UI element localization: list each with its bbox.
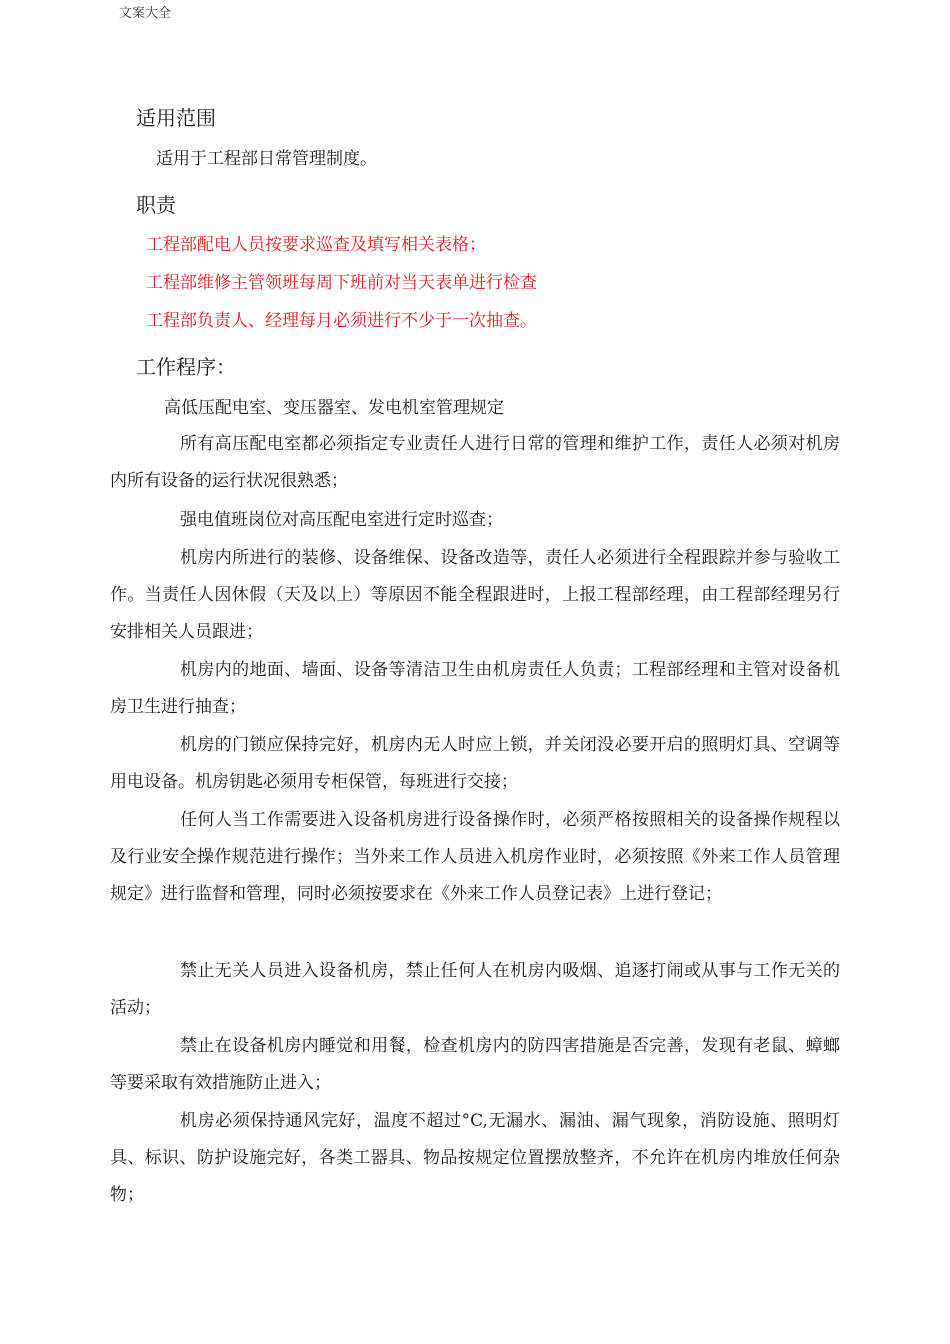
scope-heading: 适用范围 — [136, 106, 216, 130]
duty-item: 工程部维修主管领班每周下班前对当天表单进行检查 — [146, 273, 537, 293]
duty-item: 工程部负责人、经理每月必须进行不少于一次抽查。 — [146, 311, 537, 331]
procedure-heading: 工作程序： — [136, 355, 236, 379]
procedure-paragraph: 禁止在设备机房内睡觉和用餐，检查机房内的防四害措施是否完善，发现有老鼠、蟑螂等要采取有效措施防止进入； — [110, 1036, 840, 1093]
procedure-paragraph: 机房内的地面、墙面、设备等清洁卫生由机房责任人负责；工程部经理和主管对设备机房卫生进行抽查； — [110, 660, 840, 717]
procedure-paragraph: 机房必须保持通风完好，温度不超过°C,无漏水、漏油、漏气现象，消防设施、照明灯具、标识、防护设施完好，各类工器具、物品按规定位置摆放整齐，不允许在机房内堆放任何杂物； — [110, 1111, 840, 1205]
procedure-paragraph-highlighted: 强电值班岗位对高压配电室进行定时巡查； — [180, 510, 503, 530]
procedure-paragraph: 机房的门锁应保持完好，机房内无人时应上锁，并关闭没必要开启的照明灯具、空调等用电设备。机房钥匙必须用专柜保管，每班进行交接； — [110, 735, 840, 792]
scope-text: 适用于工程部日常管理制度。 — [156, 149, 377, 169]
duties-heading: 职责 — [136, 193, 176, 217]
procedure-subheading: 高低压配电室、变压器室、发电机室管理规定 — [164, 398, 504, 418]
procedure-paragraph: 禁止无关人员进入设备机房，禁止任何人在机房内吸烟、追逐打闹或从事与工作无关的活动； — [110, 961, 840, 1018]
header-watermark-text: 文案大全 — [119, 6, 172, 21]
procedure-paragraph: 所有高压配电室都必须指定专业责任人进行日常的管理和维护工作，责任人必须对机房内所有设备的运行状况很熟悉； — [110, 434, 840, 491]
duty-item: 工程部配电人员按要求巡查及填写相关表格； — [146, 235, 486, 255]
procedure-paragraph: 机房内所进行的装修、设备维保、设备改造等，责任人必须进行全程跟踪并参与验收工作。当责任人因休假（天及以上）等原因不能全程跟进时，上报工程部经理，由工程部经理另行安排相关人员跟进； — [110, 548, 840, 642]
procedure-paragraph: 任何人当工作需要进入设备机房进行设备操作时，必须严格按照相关的设备操作规程以及行业安全操作规范进行操作；当外来工作人员进入机房作业时，必须按照《外来工作人员管理规定》进行监督和管理，同时必须按要求在《外来工作人员登记表》上进行登记； — [110, 810, 840, 904]
